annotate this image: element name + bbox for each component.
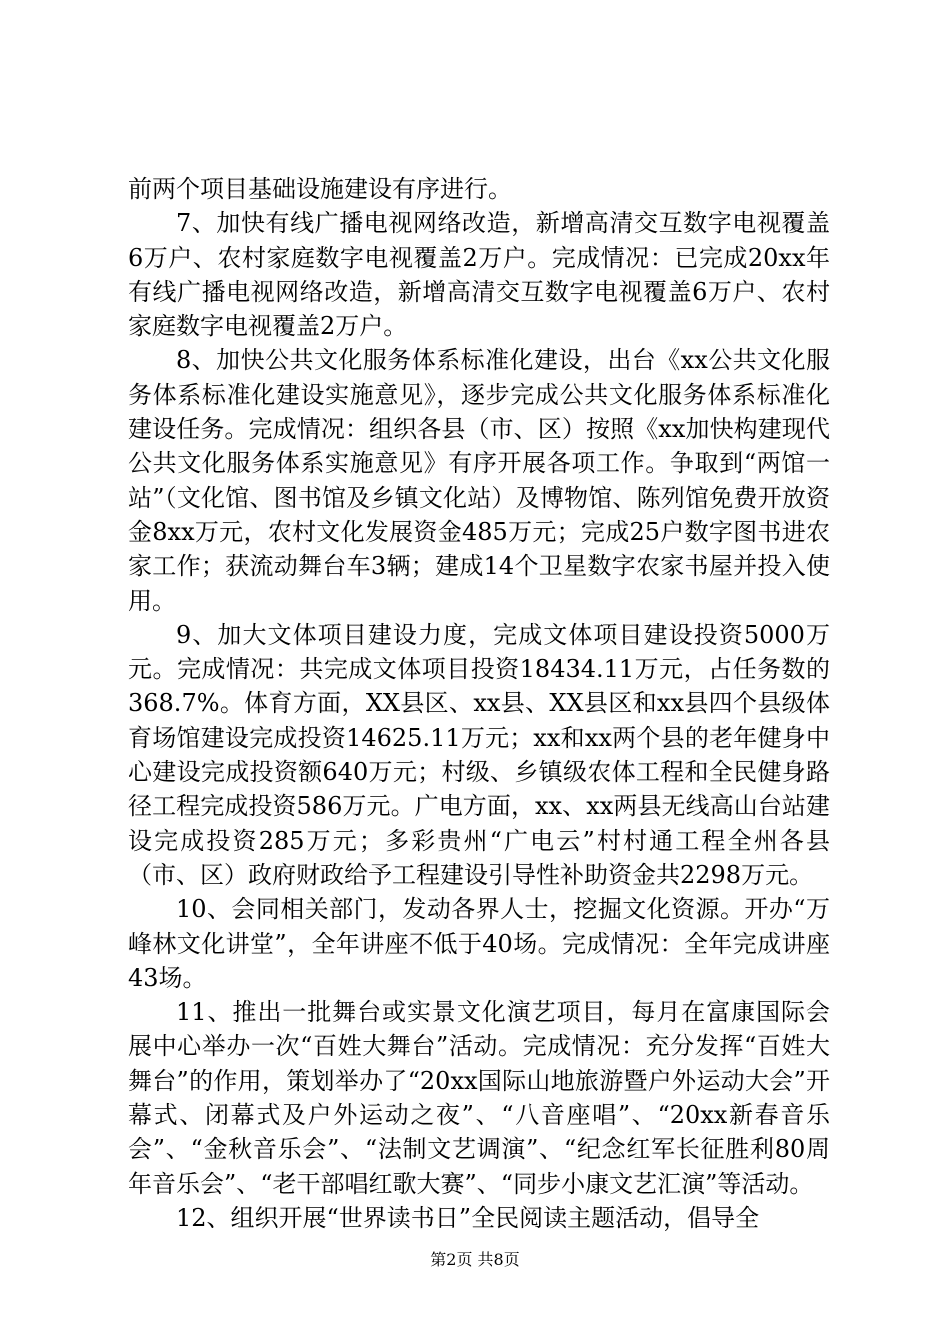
paragraph-item-12: 12、组织开展“世界读书日”全民阅读主题活动，倡导全 xyxy=(176,1203,760,1232)
paragraph-continuation: 前两个项目基础设施建设有序进行。 xyxy=(128,175,512,203)
paragraph-item-9: 9、加大文体项目建设力度，完成文体项目建设投资5000万元。完成情况：共完成文体项目投资18434.11万元，占任务数的368.7%。体育方面，XX县区、xx县、XX县区和xx县四个县级体育场馆建设完成投资14625.11万元；xx和xx两个县的老年健身中心建设完成投资额640万元；村级、乡镇级农体工程和全民健身路径工程完成投资586万元。广电方面，xx、xx两县无线高山台站建设完成投资285万元；多彩贵州“广电云”村村通工程全州各县（市、区）政府财政给予工程建设引导性补助资金共2298万元。 xyxy=(128,620,830,889)
document-body xyxy=(128,172,830,1235)
page-number-footer: 第2页 共8页 xyxy=(430,1250,520,1269)
paragraph-item-10: 10、会同相关部门，发动各界人士，挖掘文化资源。开办“万峰林文化讲堂”，全年讲座不低于40场。完成情况：全年完成讲座43场。 xyxy=(128,895,830,992)
paragraph-item-11: 11、推出一批舞台或实景文化演艺项目，每月在富康国际会展中心举办一次“百姓大舞台”活动。完成情况：充分发挥“百姓大舞台”的作用，策划举办了“20xx国际山地旅游暨户外运动大会”开幕式、闭幕式及户外运动之夜”、“八音座唱”、“20xx新春音乐会”、“金秋音乐会”、“法制文艺调演”、“纪念红军长征胜利80周年音乐会”、“老干部唱红歌大赛”、“同步小康文艺汇演”等活动。 xyxy=(128,998,830,1198)
paragraph-item-7: 7、加快有线广播电视网络改造，新增高清交互数字电视覆盖6万户、农村家庭数字电视覆盖2万户。完成情况：已完成20xx年有线广播电视网络改造，新增高清交互数字电视覆盖6万户、农村家庭数字电视覆盖2万户。 xyxy=(128,209,830,341)
paragraph-item-8: 8、加快公共文化服务体系标准化建设，出台《xx公共文化服务体系标准化建设实施意见》，逐步完成公共文化服务体系标准化建设任务。完成情况：组织各县（市、区）按照《xx加快构建现代公共文化服务体系实施意见》有序开展各项工作。争取到“两馆一站”（文化馆、图书馆及乡镇文化站）及博物馆、陈列馆免费开放资金8xx万元，农村文化发展资金485万元；完成25户数字图书进农家工作；获流动舞台车3辆；建成14个卫星数字农家书屋并投入使用。 xyxy=(128,346,830,615)
